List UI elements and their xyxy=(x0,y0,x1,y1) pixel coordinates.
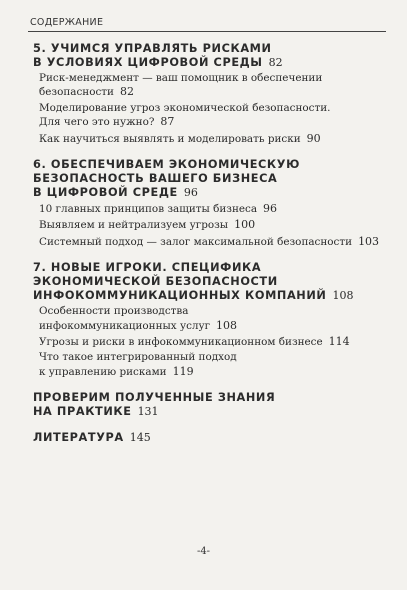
entry-line: Как научиться выявлять и моделировать риски xyxy=(39,132,301,145)
entry-line: Выявляем и нейтрализуем угрозы xyxy=(39,219,229,232)
page-ref: 96 xyxy=(263,202,278,216)
section-title[interactable] xyxy=(33,391,385,419)
toc-entry[interactable] xyxy=(33,218,385,232)
entry-line: Риск-менеджмент — ваш помощник в обеспечении xyxy=(39,72,323,84)
section-title-line: ИНФОКОММУНИКАЦИОННЫХ КОМПАНИЙ xyxy=(33,289,327,303)
entry-line: Системный подход — залог максимальной безопасности xyxy=(39,235,353,248)
page-ref: 131 xyxy=(137,405,159,419)
entry-line: инфокоммуникационных услуг xyxy=(39,319,211,332)
toc-section xyxy=(33,42,385,146)
toc-section xyxy=(33,261,385,379)
section-title-line: В УСЛОВИЯХ ЦИФРОВОЙ СРЕДЫ xyxy=(33,56,263,69)
page-ref: 82 xyxy=(268,56,283,69)
running-header: СОДЕРЖАНИЕ xyxy=(30,17,104,28)
section-title[interactable] xyxy=(33,431,385,445)
section-title-line: ЭКОНОМИЧЕСКОЙ БЕЗОПАСНОСТИ xyxy=(33,275,278,289)
section-title-line: БЕЗОПАСНОСТЬ ВАШЕГО БИЗНЕСА xyxy=(33,172,278,186)
section-title-line-last xyxy=(33,186,385,200)
toc-entry[interactable] xyxy=(33,235,385,249)
entry-line: к управлению рисками xyxy=(39,365,167,378)
entry-line: Что такое интегрированный подход xyxy=(39,351,237,364)
section-title-line: 5. УЧИМСЯ УПРАВЛЯТЬ РИСКАМИ xyxy=(33,42,272,55)
entry-line-last xyxy=(39,335,385,349)
section-title-line-last xyxy=(33,431,385,445)
section-title[interactable] xyxy=(33,158,385,200)
entry-line: 10 главных принципов защиты бизнеса xyxy=(39,203,258,216)
page-ref: 96 xyxy=(183,186,198,200)
section-title-line: НА ПРАКТИКЕ xyxy=(33,405,132,419)
table-of-contents xyxy=(33,42,385,457)
page-ref: 87 xyxy=(160,115,175,129)
page-ref: 145 xyxy=(129,431,151,445)
entry-line: Моделирование угроз экономической безопасности. xyxy=(39,101,331,114)
entry-line-last xyxy=(39,132,385,146)
toc-entry[interactable] xyxy=(33,132,385,146)
section-title-line: 6. ОБЕСПЕЧИВАЕМ ЭКОНОМИЧЕСКУЮ xyxy=(33,158,300,172)
section-title-line-last xyxy=(33,289,385,303)
section-title-line-last xyxy=(33,405,385,419)
toc-section xyxy=(33,158,385,249)
entry-line: Особенности производства xyxy=(39,305,189,318)
toc-entry[interactable] xyxy=(33,102,385,130)
header-rule xyxy=(28,31,386,32)
page-ref: 119 xyxy=(172,364,194,378)
toc-section xyxy=(33,431,385,445)
entry-line: безопасности xyxy=(39,86,114,99)
section-title-line: ПРОВЕРИМ ПОЛУЧЕННЫЕ ЗНАНИЯ xyxy=(33,391,276,405)
toc-entry[interactable] xyxy=(33,72,385,100)
section-title-line: ЛИТЕРАТУРА xyxy=(33,431,124,445)
page-number: -4- xyxy=(196,546,211,557)
entry-line-last xyxy=(39,365,385,379)
toc-entry[interactable] xyxy=(33,305,385,333)
page-ref: 90 xyxy=(306,131,321,145)
page-ref: 103 xyxy=(358,234,380,248)
entry-line-last xyxy=(39,319,385,333)
page-ref: 108 xyxy=(216,318,238,332)
section-title[interactable] xyxy=(33,42,385,70)
entry-line-last xyxy=(39,235,385,249)
entry-line-last xyxy=(39,218,385,232)
toc-section xyxy=(33,391,385,419)
page-ref: 82 xyxy=(119,85,134,99)
section-title[interactable] xyxy=(33,261,385,303)
page-ref: 108 xyxy=(332,289,354,303)
entry-line-last xyxy=(39,85,385,99)
section-title-line: 7. НОВЫЕ ИГРОКИ. СПЕЦИФИКА xyxy=(33,261,262,275)
section-title-line-last xyxy=(33,56,385,70)
entry-line-last xyxy=(39,115,385,129)
page-ref: 114 xyxy=(328,335,350,349)
entry-line: Для чего это нужно? xyxy=(39,116,155,129)
toc-entry[interactable] xyxy=(33,202,385,216)
toc-entry[interactable] xyxy=(33,351,385,379)
page-ref: 100 xyxy=(234,218,256,232)
toc-entry[interactable] xyxy=(33,335,385,349)
entry-line-last xyxy=(39,202,385,216)
section-title-line: В ЦИФРОВОЙ СРЕДЕ xyxy=(33,186,178,200)
entry-line: Угрозы и риски в инфокоммуникационном бизнесе xyxy=(39,336,323,349)
